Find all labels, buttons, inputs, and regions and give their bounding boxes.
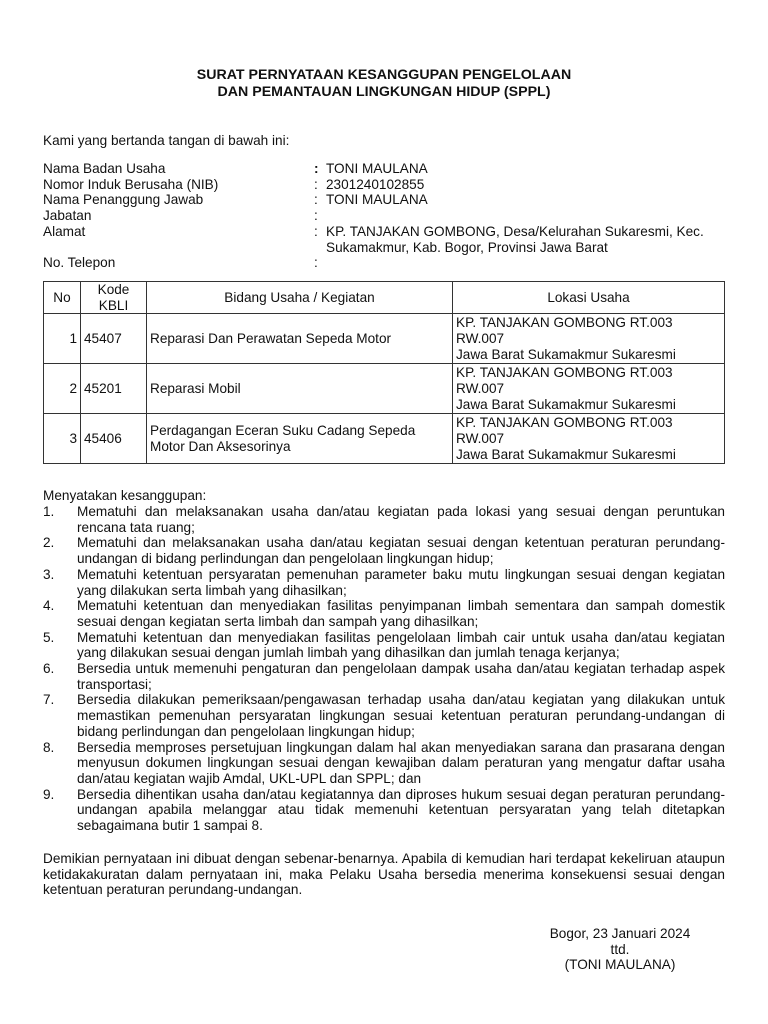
header-bidang: Bidang Usaha / Kegiatan — [147, 282, 453, 314]
lokasi-line: RW.007 — [456, 331, 505, 347]
info-colon: : — [314, 223, 318, 239]
info-colon: : — [314, 255, 318, 271]
item-text: Bersedia dihentikan usaha dan/atau kegiatannya dan diproses hukum sesuai degan peraturan perundang-undangan apabila melanggar atau tidak memenuhi ketentuan persyaratan yang telah ditetapkan sebagaimana butir 1 sampai 8. — [77, 786, 725, 834]
lokasi-line: KP. TANJAKAN GOMBONG RT.003 — [456, 415, 673, 431]
info-value: KP. TANJAKAN GOMBONG, Desa/Kelurahan Sukaresmi, Kec. Sukamakmur, Kab. Bogor, Provinsi Jawa Barat — [326, 223, 704, 255]
title-line-2: DAN PEMANTAUAN LINGKUNGAN HIDUP (SPPL) — [217, 84, 551, 100]
info-value — [326, 255, 733, 271]
header-kode-line1: Kode — [97, 282, 130, 297]
item-text: Mematuhi dan melaksanakan usaha dan/atau kegiatan pada lokasi yang sesuai dengan peruntukan rencana tata ruang; — [77, 504, 725, 535]
cell-no: 1 — [44, 314, 81, 364]
item-number: 8. — [43, 739, 55, 755]
info-row-position — [43, 208, 733, 224]
table-row — [44, 414, 725, 464]
item-number: 9. — [43, 786, 55, 802]
company-info — [43, 161, 733, 271]
document-title — [0, 67, 768, 101]
lokasi-line: KP. TANJAKAN GOMBONG RT.003 — [456, 365, 673, 381]
info-label: Nomor Induk Berusaha (NIB) — [43, 176, 219, 192]
intro-text: Kami yang bertanda tangan di bawah ini: — [43, 133, 290, 148]
list-item — [43, 567, 725, 598]
info-value: TONI MAULANA — [326, 192, 428, 208]
item-number: 2. — [43, 535, 55, 551]
commitments-heading: Menyatakan kesanggupan: — [43, 488, 207, 503]
header-no: No — [44, 282, 81, 314]
cell-bidang: Perdagangan Eceran Suku Cadang Sepeda Motor Dan Aksesorinya — [147, 414, 453, 464]
table-row — [44, 364, 725, 414]
header-lokasi: Lokasi Usaha — [453, 282, 725, 314]
info-colon: : — [314, 192, 318, 208]
cell-lokasi — [453, 414, 725, 464]
info-label: Nama Badan Usaha — [43, 161, 166, 176]
header-kode-kbli — [81, 282, 147, 314]
table-row — [44, 314, 725, 364]
info-value: 2301240102855 — [326, 176, 425, 192]
cell-bidang: Reparasi Dan Perawatan Sepeda Motor — [147, 314, 453, 364]
lokasi-line: KP. TANJAKAN GOMBONG RT.003 — [456, 315, 673, 331]
cell-kode: 45407 — [81, 314, 147, 364]
kbli-table — [43, 281, 725, 464]
cell-bidang: Reparasi Mobil — [147, 364, 453, 414]
item-number: 7. — [43, 692, 55, 708]
item-text: Mematuhi ketentuan persyaratan pemenuhan parameter baku mutu lingkungan sesuai dengan kegiatan yang dilakukan serta limbah yang dihasilkan; — [77, 566, 725, 598]
info-row-responsible-name — [43, 192, 733, 208]
cell-no: 2 — [44, 364, 81, 414]
info-value: TONI MAULANA — [326, 161, 428, 176]
header-kode-line2: KBLI — [98, 297, 129, 313]
info-value — [326, 208, 733, 224]
list-item — [43, 598, 725, 629]
item-text: Bersedia untuk memenuhi pengaturan dan pengelolaan dampak usaha dan/atau kegiatan terhadap aspek transportasi; — [77, 661, 725, 692]
item-number: 3. — [43, 566, 55, 582]
title-line-1: SURAT PERNYATAAN KESANGGUPAN PENGELOLAAN — [196, 67, 572, 83]
item-text: Mematuhi ketentuan dan menyediakan fasilitas penyimpanan limbah sementara dan sampah domestik sesuai dengan kegiatan serta limbah dan sampah yang dihasilkan; — [77, 598, 725, 629]
table-header-row — [44, 282, 725, 314]
item-text: Mematuhi dan melaksanakan usaha dan/atau kegiatan sesuai dengan ketentuan peraturan perundang-undangan di bidang perlindungan dan pengelolaan lingkungan hidup; — [77, 535, 725, 567]
item-text: Mematuhi ketentuan dan menyediakan fasilitas pengelolaan limbah cair untuk usaha dan/atau kegiatan yang dilakukan sesuai dengan jumlah limbah yang dihasilkan dan jumlah tenaga kerjanya; — [77, 629, 725, 661]
cell-kode: 45201 — [81, 364, 147, 414]
list-item — [43, 535, 725, 566]
info-row-address — [43, 224, 733, 255]
info-label: No. Telepon — [43, 255, 116, 271]
item-text: Bersedia memproses persetujuan lingkungan dalam hal akan menyediakan sarana dan prasarana dengan menyusun dokumen lingkungan sesuai dengan kewajiban dalam peraturan yang mengatur daftar usaha dan/atau kegiatan wajib Amdal, UKL-UPL dan SPPL; dan — [77, 739, 725, 786]
closing-paragraph: Demikian pernyataan ini dibuat dengan sebenar-benarnya. Apabila di kemudian hari terdapat kekeliruan ataupun ketidakakuratan dalam pernyataan ini, maka Pelaku Usaha bersedia menerima konsekuensi sesuai dengan ketentuan peraturan perundang-undangan. — [43, 851, 725, 898]
cell-kode: 45406 — [81, 414, 147, 464]
cell-lokasi — [453, 364, 725, 414]
item-number: 5. — [43, 629, 55, 645]
info-colon: : — [314, 208, 318, 224]
signature-block — [540, 926, 700, 973]
item-number: 6. — [43, 661, 55, 677]
list-item — [43, 661, 725, 692]
info-colon: : — [314, 176, 318, 192]
lokasi-line: Jawa Barat Sukamakmur Sukaresmi — [456, 346, 676, 362]
lokasi-line: RW.007 — [456, 381, 505, 397]
place-date: Bogor, 23 Januari 2024 — [549, 926, 691, 941]
list-item — [43, 692, 725, 739]
cell-no: 3 — [44, 414, 81, 464]
item-number: 1. — [43, 504, 55, 519]
info-label: Alamat — [43, 223, 86, 239]
list-item — [43, 504, 725, 535]
info-row-nib — [43, 177, 733, 193]
cell-lokasi — [453, 314, 725, 364]
list-item — [43, 740, 725, 787]
commitments-list — [43, 504, 725, 834]
ttd-mark: ttd. — [610, 941, 630, 957]
list-item — [43, 630, 725, 661]
signer-name: (TONI MAULANA) — [564, 957, 676, 973]
info-row-phone — [43, 255, 733, 271]
info-label: Nama Penanggung Jawab — [43, 192, 204, 208]
item-text: Bersedia dilakukan pemeriksaan/pengawasan terhadap usaha dan/atau kegiatan yang dilakukan untuk memastikan pemenuhan persyaratan lingkungan sesuai ketentuan peraturan perundang-undangan di bidang perlindungan dan pengelolaan lingkungan hidup; — [77, 692, 725, 739]
list-item — [43, 787, 725, 834]
lokasi-line: RW.007 — [456, 431, 505, 447]
info-colon: : — [314, 161, 319, 176]
info-row-business-name — [43, 161, 733, 177]
info-label: Jabatan — [43, 208, 92, 224]
lokasi-line: Jawa Barat Sukamakmur Sukaresmi — [456, 446, 676, 462]
item-number: 4. — [43, 598, 55, 614]
lokasi-line: Jawa Barat Sukamakmur Sukaresmi — [456, 396, 676, 412]
